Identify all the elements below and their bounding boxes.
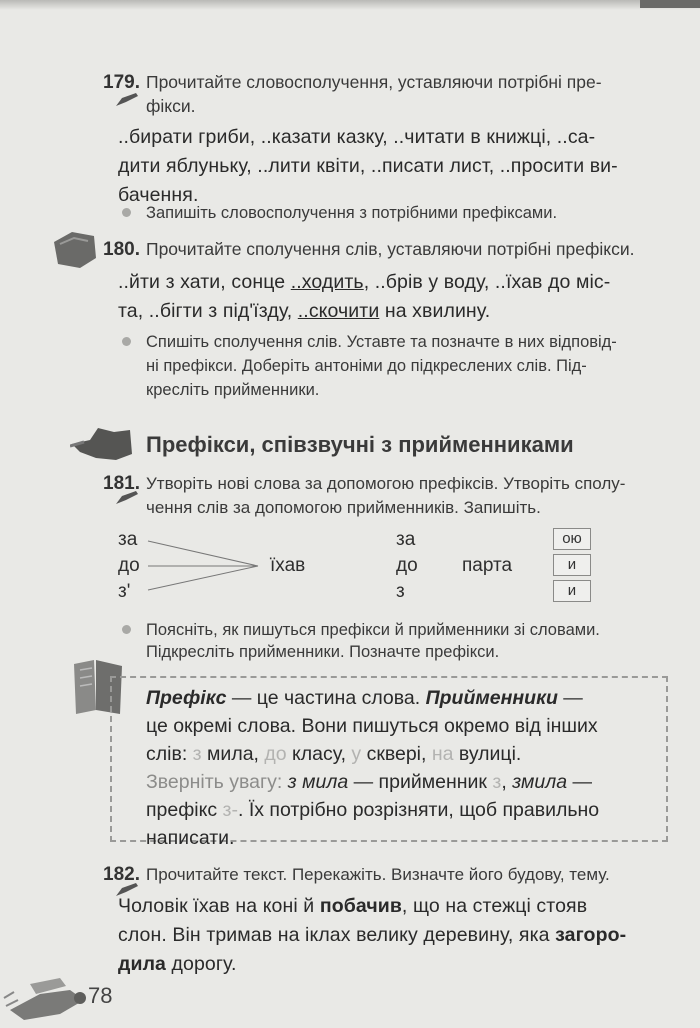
page-number: 78	[88, 983, 113, 1008]
exercise-180-number: 180.	[103, 239, 140, 260]
rule-line-1: Префікс — це частина слова. Прийменники —	[146, 687, 583, 709]
exercise-180-line-2: та, ..бігти з під'їзду, ..скочити на хвилину.	[118, 300, 491, 322]
rule-line-2: це окремі слова. Вони пишуться окремо від інших	[146, 715, 598, 737]
bullet-icon	[122, 337, 131, 346]
preposition-1: за	[396, 529, 416, 550]
exercise-182-number: 182.	[103, 864, 140, 885]
exercise-179-number: 179.	[103, 72, 140, 93]
exercise-180-task-1: Спишіть сполучення слів. Уставте та позначте в них відповід-	[146, 333, 617, 351]
rule-line-6: написати.	[146, 827, 235, 849]
exercise-180-line-1: ..йти з хати, сонце ..ходить, ..брів у воду, ..їхав до міс-	[118, 271, 611, 293]
prefix-2: до	[118, 555, 140, 576]
notebook-icon	[50, 228, 100, 270]
exercise-181-task-1: Поясніть, як пишуться префікси й прийменники зі словами.	[146, 621, 600, 639]
prefix-3: з'	[118, 581, 131, 602]
exercise-180-task-2: ні префікси. Доберіть антоніми до підкреслених слів. Під-	[146, 357, 587, 375]
noun-word: парта	[462, 555, 513, 576]
decorative-scroll-icon	[0, 970, 100, 1026]
exercise-179-line-3: бачення.	[118, 184, 199, 206]
page-corner-shadow	[640, 0, 700, 8]
preposition-2: до	[396, 555, 418, 576]
ending-box-3: и	[553, 580, 591, 602]
exercise-182-instruction: Прочитайте текст. Перекажіть. Визначте його будову, тему.	[146, 865, 610, 884]
exercise-180-instruction: Прочитайте сполучення слів, уставляючи потрібні префікси.	[146, 239, 635, 259]
underlined-word: ..скочити	[297, 300, 380, 322]
connector-lines	[140, 530, 265, 600]
section-title: Префікси, співзвучні з прийменниками	[146, 432, 574, 457]
exercise-182-line-2: слон. Він тримав на іклах велику деревину, яка загоро-	[118, 924, 627, 946]
exercise-181-instruction-2: чення слів за допомогою прийменників. Запишіть.	[146, 498, 541, 517]
exercise-182-line-3: дила дорогу.	[118, 953, 237, 975]
section-marker-icon	[70, 424, 136, 464]
rule-line-4: Зверніть увагу: з мила — прийменник з, змила —	[146, 771, 592, 793]
exercise-179-line-1: ..бирати гриби, ..казати казку, ..читати в книжці, ..са-	[118, 126, 596, 148]
exercise-179-task: Запишіть словосполучення з потрібними префіксами.	[146, 204, 558, 222]
preposition-3: з	[396, 581, 405, 602]
rule-line-5: префікс з-. Їх потрібно розрізняти, щоб правильно	[146, 799, 600, 821]
exercise-181-number: 181.	[103, 473, 140, 494]
exercise-180-task-3: кресліть прийменники.	[146, 381, 320, 399]
exercise-181-instruction-1: Утворіть нові слова за допомогою префіксів. Утворіть сполу-	[146, 474, 626, 493]
rule-line-3: слів: з мила, до класу, у сквері, на вулиці.	[146, 743, 522, 765]
verb-word: їхав	[270, 555, 306, 576]
bullet-icon	[122, 208, 131, 217]
pen-icon	[114, 92, 140, 108]
exercise-179-line-2: дити яблуньку, ..лити квіти, ..писати лист, ..просити ви-	[118, 155, 618, 177]
ending-box-1: ою	[553, 528, 591, 550]
exercise-179-instruction-1: Прочитайте словосполучення, уставляючи потрібні пре-	[146, 72, 602, 92]
page-top-shadow	[0, 0, 700, 10]
exercise-181-task-2: Підкресліть прийменники. Позначте префікси.	[146, 643, 500, 661]
pen-icon	[114, 490, 140, 506]
bullet-icon	[122, 625, 131, 634]
prefix-1: за	[118, 529, 138, 550]
ending-box-2: и	[553, 554, 591, 576]
exercise-179-instruction-2: фікси.	[146, 96, 196, 116]
underlined-word: ..ходить	[290, 271, 364, 293]
exercise-182-line-1: Чоловік їхав на коні й побачив, що на стежці стояв	[118, 895, 588, 917]
